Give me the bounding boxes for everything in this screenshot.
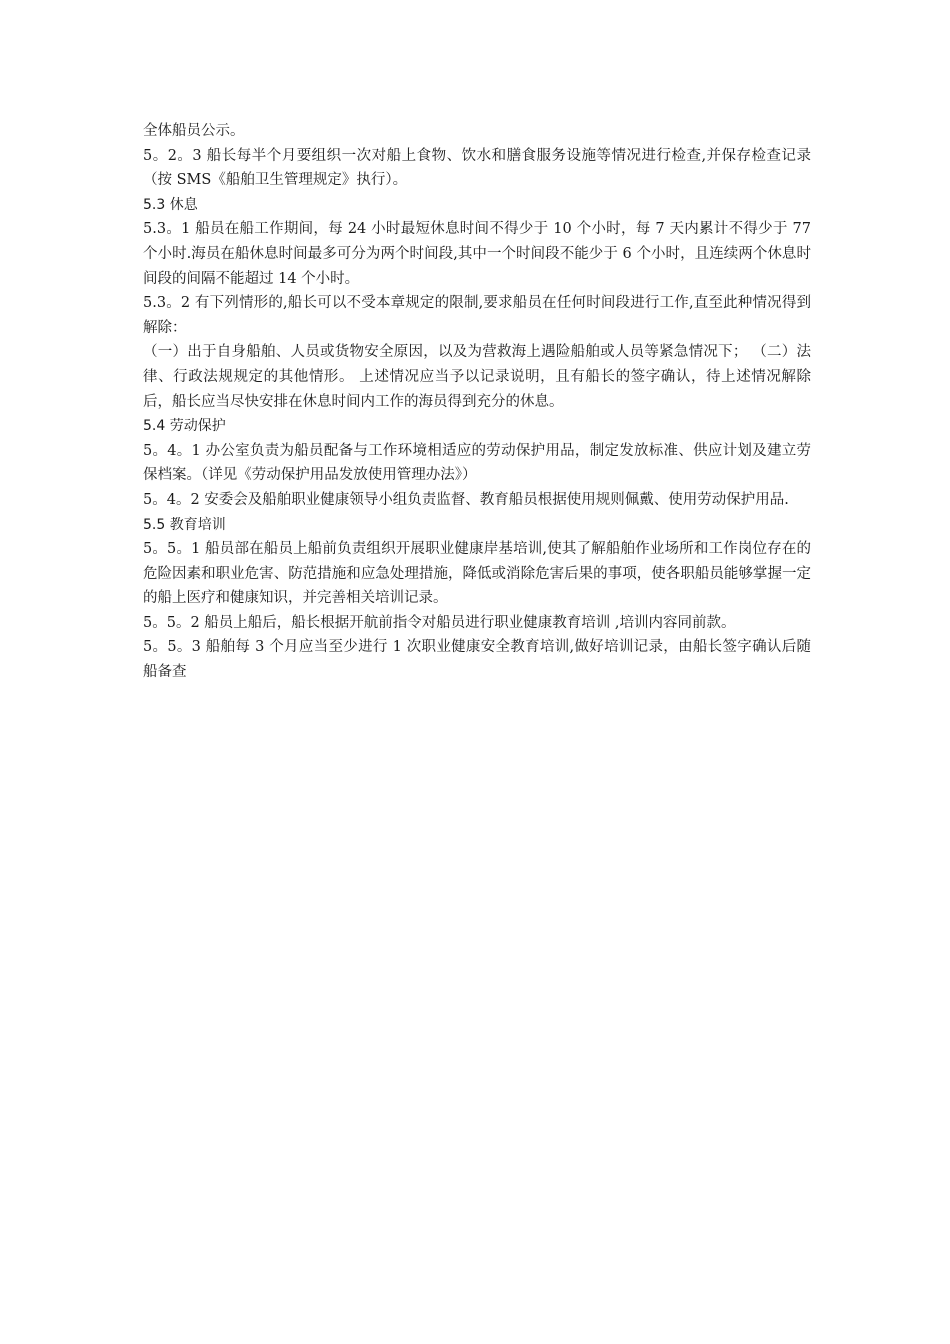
paragraph-5-4-2-supervision: 5。4。2 安委会及船舶职业健康领导小组负责监督、教育船员根据使用规则佩戴、使用劳动保护用品. (143, 491, 789, 508)
paragraph-5-5-1-shore-training: 5。5。1 船员部在船员上船前负责组织开展职业健康岸基培训,使其了解船舶作业场所和工作岗位存在的危险因素和职业危害、防范措施和应急处理措施，降低或消除危害后果的事项，使各职船员能够掌握一定的船上医疗和健康知识，并完善相关培训记录。 (143, 541, 811, 607)
paragraph-5-4-1-protective-gear: 5。4。1 办公室负责为船员配备与工作环境相适应的劳动保护用品，制定发放标准、供应计划及建立劳保档案。（详见《劳动保护用品发放使用管理办法》） (143, 442, 811, 484)
paragraph-5-2-3-food-inspection: 5。2。3 船长每半个月要组织一次对船上食物、饮水和膳食服务设施等情况进行检查,并保存检查记录（按 SMS《船舶卫生管理规定》执行）。 (143, 147, 811, 189)
paragraph-crew-notice: 全体船员公示。 (143, 123, 245, 139)
paragraph-5-5-3-quarterly-training: 5。5。3 船舶每 3 个月应当至少进行 1 次职业健康安全教育培训,做好培训记录，由船长签字确认后随船备查 (143, 639, 811, 681)
section-heading-5-5-training: 5.5 教育培训 (143, 516, 226, 533)
paragraph-5-3-2-exceptions: 5.3。2 有下列情形的,船长可以不受本章规定的限制,要求船员在任何时间段进行工作,直至此种情况得到解除： (143, 295, 811, 336)
section-heading-5-3-rest: 5.3 休息 (143, 196, 198, 213)
paragraph-5-5-2-onboard-training: 5。5。2 船员上船后，船长根据开航前指令对船员进行职业健康教育培训 ,培训内容同前款。 (143, 614, 736, 631)
paragraph-5-3-1-rest-hours: 5.3。1 船员在船工作期间，每 24 小时最短休息时间不得少于 10 个小时，每 7 天内累计不得少于 77 个小时.海员在船休息时间最多可分为两个时间段,其中一个时间段不能少于 6 个小时，且连续两个休息时间段的间隔不能超过 14 个小时。 (143, 221, 811, 287)
section-heading-5-4-labor-protection: 5.4 劳动保护 (143, 418, 226, 435)
document-body (143, 119, 811, 685)
paragraph-exception-cases: （一）出于自身船舶、人员或货物安全原因，以及为营救海上遇险船舶或人员等紧急情况下； （二）法律、行政法规规定的其他情形。 上述情况应当予以记录说明，且有船长的签字确认，待上述情况解除后，船长应当尽快安排在休息时间内工作的海员得到充分的休息。 (143, 344, 811, 410)
